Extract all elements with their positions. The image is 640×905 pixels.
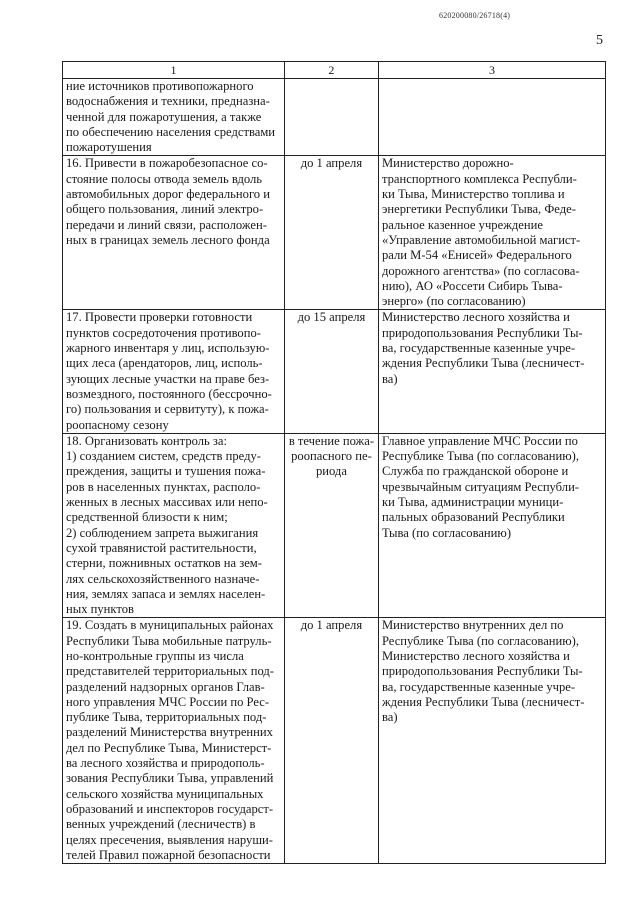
- deadline-cell: до 15 апреля: [284, 310, 378, 433]
- task-cell: 18. Организовать контроль за: 1) созданием систем, средств преду- преждения, защиты и тушения пожа- ров в населенных пунктах, располо- женных в лесных массивах или непо- средственной близости к ним; 2) соблюдением запрета выжигания сухой травянистой растительности, стерни, пожнивных остатков на зем- лях сельскохозяйственного назначе- ния, землях запаса и землях населен- ных пунктов: [63, 433, 285, 618]
- task-cell: 19. Создать в муниципальных районах Республики Тыва мобильные патруль- но-контрольные группы из числа представителей территориальных под- разделений надзорных органов Глав- ного управления МЧС России по Рес- публике Тыва, территориальных под- разделений Министерства внутренних дел по Республике Тыва, Министерст- ва лесного хозяйства и природополь- зования Республики Тыва, управлений сельского хозяйства муниципальных образований и инспекторов государст- венных учреждений (лесничеств) в целях пресечения, выявления наруши- телей Правил пожарной безопасности: [63, 618, 285, 864]
- deadline-cell: [284, 79, 378, 156]
- responsible-cell: Министерство дорожно- транспортного комплекса Республи- ки Тыва, Министерство топлива и энергетики Республики Тыва, Феде- ральное казенное учреждение «Управление автомобильной магист- рали М-54 «Енисей» Федерального дорожного агентства» (по согласова- нию), АО «Россети Сибирь Тыва- энерго» (по согласованию): [378, 156, 605, 310]
- task-cell: 16. Привести в пожаробезопасное со- стояние полосы отвода земель вдоль автомобильных дорог федерального и общего пользования, линий электро- передачи и линий связи, расположен- ных в границах земель лесного фонда: [63, 156, 285, 310]
- responsible-cell: Главное управление МЧС России по Республике Тыва (по согласованию), Служба по гражданской обороне и чрезвычайным ситуациям Республи- ки Тыва, администрации муници- пальных образований Республики Тыва (по согласованию): [378, 433, 605, 618]
- table-row: [63, 433, 606, 618]
- deadline-cell: до 1 апреля: [284, 618, 378, 864]
- column-header: 2: [284, 62, 378, 79]
- page-number: 5: [596, 33, 603, 48]
- deadline-cell: в течение пожа- роопасного пе- риода: [284, 433, 378, 618]
- table-row: [63, 618, 606, 864]
- measures-table: [62, 61, 606, 864]
- table-row: [63, 310, 606, 433]
- responsible-cell: [378, 79, 605, 156]
- column-header: 1: [63, 62, 285, 79]
- deadline-cell: до 1 апреля: [284, 156, 378, 310]
- responsible-cell: Министерство внутренних дел по Республике Тыва (по согласованию), Министерство лесного хозяйства и природопользования Республики Ты- ва, государственные казенные учре- ждения Республики Тыва (лесничест- ва): [378, 618, 605, 864]
- table-row: [63, 156, 606, 310]
- table-header-row: [63, 62, 606, 79]
- document-code: 620200080/26718(4): [439, 11, 511, 20]
- column-header: 3: [378, 62, 605, 79]
- responsible-cell: Министерство лесного хозяйства и природопользования Республики Ты- ва, государственные казенные учре- ждения Республики Тыва (лесничест- ва): [378, 310, 605, 433]
- table-row: [63, 79, 606, 156]
- task-cell: 17. Провести проверки готовности пунктов сосредоточения противопо- жарного инвентаря у лиц, использую- щих леса (арендаторов, лиц, исполь- зующих лесные участки на праве без- возмездного, постоянного (бессрочно- го) пользования и сервитуту), к пожа- роопасному сезону: [63, 310, 285, 433]
- task-cell: ние источников противопожарного водоснабжения и техники, предназна- ченной для пожаротушения, а также по обеспечению населения средствами пожаротушения: [63, 79, 285, 156]
